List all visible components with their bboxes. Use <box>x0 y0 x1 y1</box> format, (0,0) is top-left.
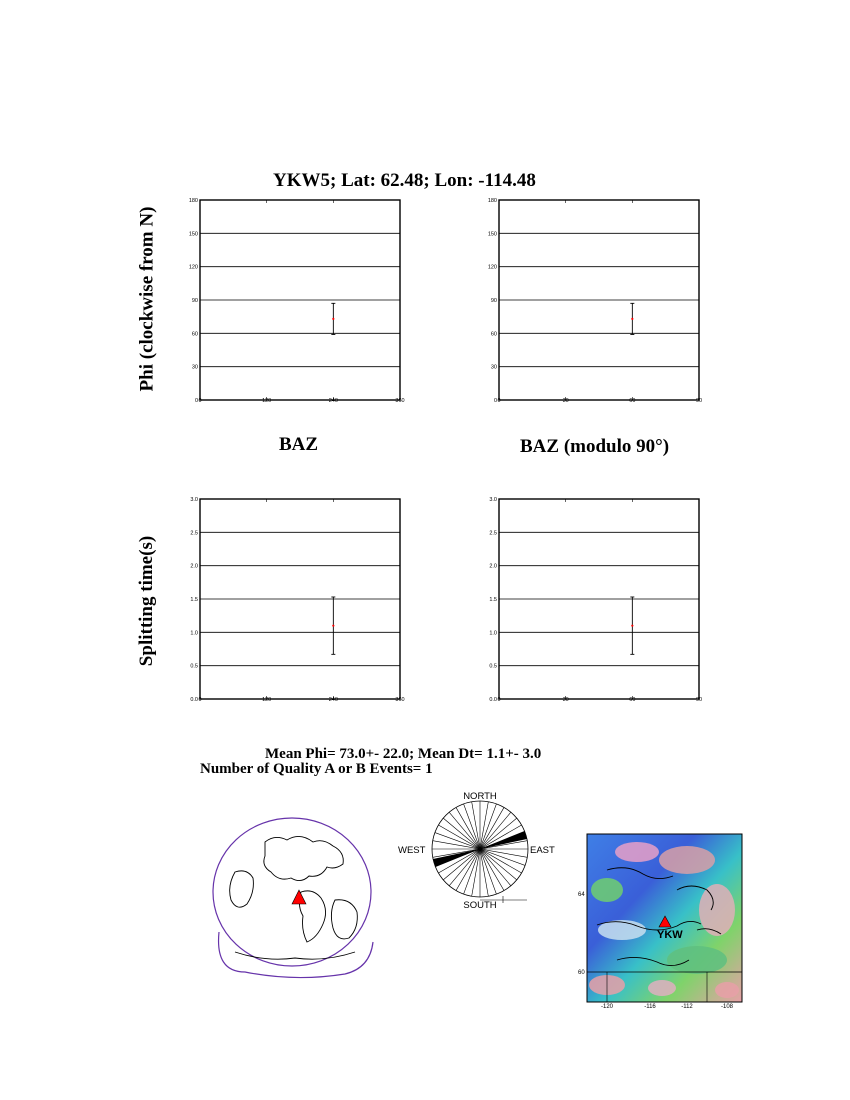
y-tick-label: 30 <box>490 364 497 371</box>
x-tick-label: 0 <box>497 697 501 703</box>
map-xtick: -108 <box>720 1004 734 1008</box>
x-tick-label: 90 <box>695 398 703 404</box>
y-tick-label: 90 <box>191 298 198 304</box>
chart-phi-baz <box>180 192 415 408</box>
rose-diagram <box>395 788 565 913</box>
rose-north-label: NORTH <box>463 791 497 802</box>
rose-west-label: WEST <box>398 845 426 856</box>
x-tick-label: 90 <box>695 697 703 703</box>
y-tick-label: 2.0 <box>190 563 198 570</box>
y-tick-label: 180 <box>487 198 497 204</box>
x-tick-label: 120 <box>262 697 272 703</box>
chart-phi-baz-mod90 <box>479 192 714 408</box>
dt-axis-label: Splitting time(s) <box>136 535 157 667</box>
x-tick-label: 0 <box>198 398 202 404</box>
y-tick-label: 1.5 <box>489 597 497 603</box>
y-tick-label: 2.0 <box>489 563 497 570</box>
baz-label: BAZ <box>279 434 319 455</box>
y-tick-label: 0.0 <box>190 697 198 703</box>
x-tick-label: 0 <box>198 697 202 703</box>
rose-south-label: SOUTH <box>463 900 497 911</box>
y-tick-label: 0.5 <box>489 663 497 670</box>
chart-dt-baz <box>180 491 415 707</box>
y-tick-label: 0 <box>194 398 198 404</box>
data-point <box>332 625 334 627</box>
station-map <box>577 830 747 1008</box>
y-tick-label: 3.0 <box>190 497 198 503</box>
x-tick-label: 240 <box>328 398 338 404</box>
rose-east-label: EAST <box>530 845 555 856</box>
phi-axis-label: Phi (clockwise from N) <box>136 206 158 392</box>
map-xtick: -116 <box>644 1004 656 1008</box>
y-tick-label: 150 <box>487 231 497 238</box>
y-tick-label: 60 <box>191 331 198 338</box>
y-tick-label: 1.5 <box>190 597 198 603</box>
y-tick-label: 1.0 <box>190 630 198 637</box>
y-tick-label: 3.0 <box>489 497 497 503</box>
continents <box>230 836 358 959</box>
baz-mod90-label: BAZ (modulo 90°) <box>520 436 670 457</box>
data-point <box>631 625 633 627</box>
x-tick-label: 120 <box>262 398 272 404</box>
map-ytick: 60 <box>578 970 585 976</box>
data-point <box>332 318 334 320</box>
mean-stats: Mean Phi= 73.0+- 22.0; Mean Dt= 1.1+- 3.0 <box>265 746 542 762</box>
y-tick-label: 120 <box>188 264 198 271</box>
y-tick-label: 2.5 <box>489 530 497 537</box>
station-map-label: YKW <box>657 929 683 941</box>
event-count: Number of Quality A or B Events= 1 <box>200 761 433 777</box>
map-ytick: 64 <box>578 892 585 898</box>
y-tick-label: 60 <box>490 331 497 338</box>
y-tick-label: 1.0 <box>489 630 497 637</box>
x-tick-label: 60 <box>629 697 636 703</box>
y-tick-label: 90 <box>490 298 497 304</box>
x-tick-label: 30 <box>562 398 569 404</box>
x-tick-label: 30 <box>562 697 569 703</box>
x-tick-label: 60 <box>629 398 636 404</box>
y-tick-label: 2.5 <box>190 530 198 537</box>
chart-dt-baz-mod90 <box>479 491 714 707</box>
page-title: YKW5; Lat: 62.48; Lon: -114.48 <box>273 170 536 191</box>
x-tick-label: 360 <box>395 697 405 703</box>
x-tick-label: 360 <box>395 398 405 404</box>
y-tick-label: 120 <box>487 264 497 271</box>
y-tick-label: 180 <box>188 198 198 204</box>
y-tick-label: 0.0 <box>489 697 497 703</box>
map-xtick: -112 <box>681 1004 693 1008</box>
station-marker-globe <box>292 890 306 904</box>
y-tick-label: 0 <box>493 398 497 404</box>
y-tick-label: 150 <box>188 231 198 238</box>
map-xtick: -120 <box>600 1004 614 1008</box>
x-tick-label: 240 <box>328 697 338 703</box>
x-tick-label: 0 <box>497 398 501 404</box>
y-tick-label: 30 <box>191 364 198 371</box>
globe-map <box>205 812 385 997</box>
data-point <box>631 318 633 320</box>
y-tick-label: 0.5 <box>190 663 198 670</box>
